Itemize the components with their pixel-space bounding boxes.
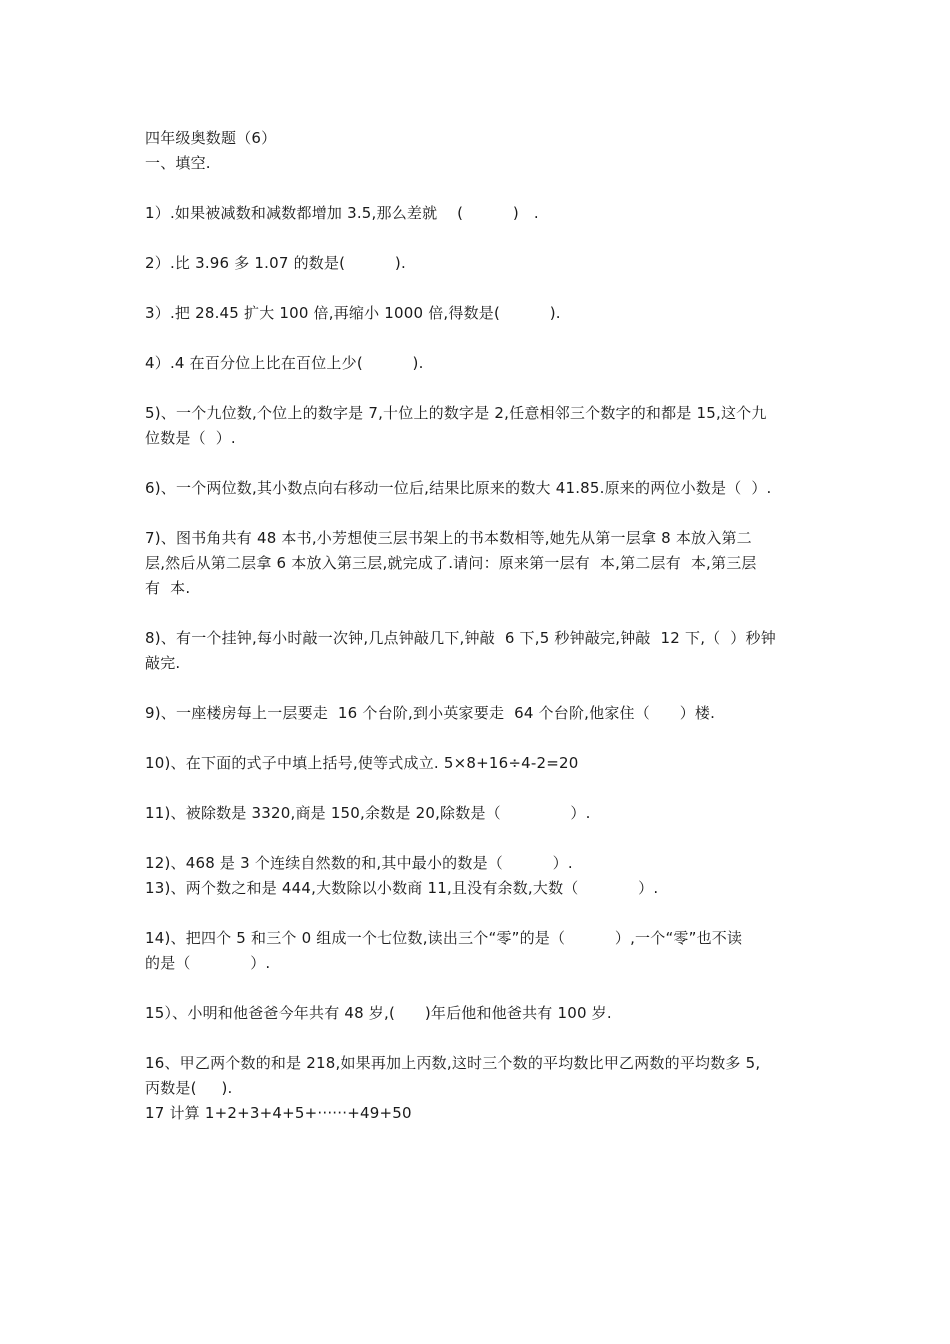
- question-1: 1）.如果被减数和减数都增加 3.5,那么差就 ( ) .: [145, 204, 539, 222]
- question-16-line-2: 丙数是( ).: [145, 1079, 233, 1097]
- question-14-line-2: 的是（ ）.: [145, 954, 271, 972]
- question-5-line-1: 5)、一个九位数,个位上的数字是 7,十位上的数字是 2,任意相邻三个数字的和都是 15,这个九: [145, 404, 767, 422]
- question-16-line-1: 16、甲乙两个数的和是 218,如果再加上丙数,这时三个数的平均数比甲乙两数的平均数多 5,: [145, 1054, 761, 1072]
- question-12: 12)、468 是 3 个连续自然数的和,其中最小的数是（ ）.: [145, 854, 573, 872]
- section-heading: 一、填空.: [145, 154, 211, 172]
- question-5-line-2: 位数是（ ）.: [145, 429, 236, 447]
- question-7-line-3: 有 本.: [145, 579, 191, 597]
- question-17: 17 计算 1+2+3+4+5+······+49+50: [145, 1104, 412, 1122]
- question-7-line-2: 层,然后从第二层拿 6 本放入第三层,就完成了.请问：原来第一层有 本,第二层有 本,第三层: [145, 554, 757, 572]
- question-10: 10)、在下面的式子中填上括号,使等式成立. 5×8+16÷4-2=20: [145, 754, 579, 772]
- document-title: 四年级奥数题（6）: [145, 129, 277, 147]
- question-14-line-1: 14)、把四个 5 和三个 0 组成一个七位数,读出三个“零”的是（ ）,一个“零”也不读: [145, 929, 743, 947]
- question-15: 15）、小明和他爸爸今年共有 48 岁,( )年后他和他爸共有 100 岁.: [145, 1004, 612, 1022]
- question-11: 11)、被除数是 3320,商是 150,余数是 20,除数是（ ）.: [145, 804, 591, 822]
- question-3: 3）.把 28.45 扩大 100 倍,再缩小 1000 倍,得数是( ).: [145, 304, 561, 322]
- question-8-line-1: 8)、有一个挂钟,每小时敲一次钟,几点钟敲几下,钟敲 6 下,5 秒钟敲完,钟敲 12 下,（ ）秒钟: [145, 629, 776, 647]
- question-2: 2）.比 3.96 多 1.07 的数是( ).: [145, 254, 406, 272]
- question-6: 6)、一个两位数,其小数点向右移动一位后,结果比原来的数大 41.85.原来的两位小数是（ ）.: [145, 479, 772, 497]
- question-4: 4）.4 在百分位上比在百位上少( ).: [145, 354, 424, 372]
- question-13: 13)、两个数之和是 444,大数除以小数商 11,且没有余数,大数（ ）.: [145, 879, 659, 897]
- question-7-line-1: 7)、图书角共有 48 本书,小芳想使三层书架上的书本数相等,她先从第一层拿 8 本放入第二: [145, 529, 752, 547]
- question-8-line-2: 敲完.: [145, 654, 181, 672]
- question-9: 9)、一座楼房每上一层要走 16 个台阶,到小英家要走 64 个台阶,他家住（ ）楼.: [145, 704, 716, 722]
